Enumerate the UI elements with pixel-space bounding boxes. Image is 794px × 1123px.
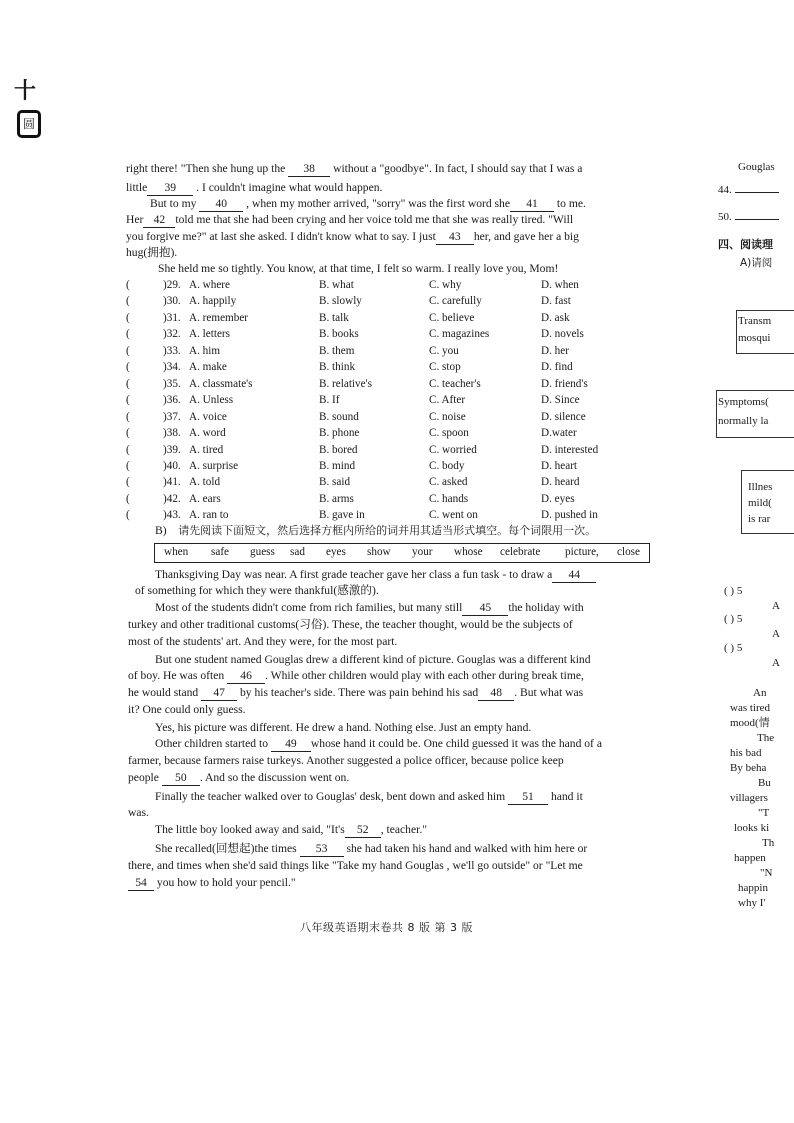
option-b: B. talk xyxy=(319,311,349,324)
answer-paren: ( xyxy=(126,427,130,440)
passage-line: But one student named Gouglas drew a different kind of picture. Gouglas was a different kind xyxy=(155,653,591,666)
option-d: D. find xyxy=(541,361,573,374)
right-text: 44. xyxy=(718,183,779,197)
option-b: B. If xyxy=(319,394,340,407)
passage-line: Her 42 told me that she had been crying and her voice told me that she was really tired. "Will xyxy=(126,213,574,226)
right-text: was tired xyxy=(730,702,771,714)
right-text: villagers xyxy=(730,792,768,804)
option-d: D. Since xyxy=(541,394,580,407)
answer-paren: ( xyxy=(126,328,130,341)
word-bank-box xyxy=(154,543,650,563)
option-d: D. eyes xyxy=(541,492,575,505)
option-c: C. you xyxy=(429,344,459,357)
right-text: A xyxy=(772,628,780,640)
right-text: 50. xyxy=(718,210,779,224)
word-bank-item: close xyxy=(617,546,640,558)
word-bank-item: picture, xyxy=(565,546,599,558)
right-text: ( ) 5 xyxy=(724,642,743,654)
right-text: mosqui xyxy=(738,332,771,344)
question-row xyxy=(126,361,646,377)
blank-39: 39 xyxy=(147,180,193,196)
option-b: B. think xyxy=(319,361,356,374)
passage-line: The little boy looked away and said, "It's 52 , teacher." xyxy=(155,823,427,836)
option-d: D. heart xyxy=(541,459,578,472)
option-a: A. him xyxy=(189,344,221,357)
option-a: A. make xyxy=(189,361,227,374)
right-text: looks ki xyxy=(734,822,770,834)
question-number: )35. xyxy=(163,377,181,390)
option-c: C. asked xyxy=(429,476,468,489)
right-heading: 四、阅读理 xyxy=(718,238,773,251)
blank-42: 42 xyxy=(143,212,175,228)
option-c: C. worried xyxy=(429,443,477,456)
passage-line: people 50 . And so the discussion went on. xyxy=(128,771,350,784)
page-footer: 八年级英语期末卷共 8 版 第 3 版 xyxy=(300,921,473,934)
question-number: )29. xyxy=(163,279,181,291)
question-row xyxy=(126,394,646,410)
option-c: C. spoon xyxy=(429,427,469,440)
answer-paren: ( xyxy=(126,459,130,472)
blank-38: 38 xyxy=(288,161,330,177)
option-a: A. letters xyxy=(189,328,231,341)
passage-line: was. xyxy=(128,806,149,819)
question-row xyxy=(126,427,646,443)
right-text: "N xyxy=(760,867,773,879)
passage-line: farmer, because farmers raise turkeys. Another suggested a police officer, because police keep xyxy=(128,754,564,767)
question-number: )41. xyxy=(163,476,181,489)
right-text: happen xyxy=(734,852,766,864)
option-c: C. carefully xyxy=(429,295,482,308)
word-bank-item: when xyxy=(164,546,189,558)
passage-line: She held me so tightly. You know, at that time, I felt so warm. I really love you, Mom! xyxy=(158,262,559,275)
right-text: "T xyxy=(758,807,770,819)
option-a: A. happily xyxy=(189,295,237,308)
option-c: C. body xyxy=(429,459,465,472)
option-a: A. ears xyxy=(189,492,221,505)
answer-paren: ( xyxy=(126,476,130,489)
option-a: A. tired xyxy=(189,443,224,456)
option-b: B. books xyxy=(319,328,359,341)
right-text: An xyxy=(753,687,767,699)
option-d: D. heard xyxy=(541,476,580,489)
option-a: A. remember xyxy=(189,311,249,324)
passage-line: She recalled(回想起)the times 53 she had taken his hand and walked with him here or xyxy=(155,842,588,855)
word-bank-item: eyes xyxy=(326,546,346,558)
option-d: D. ask xyxy=(541,311,570,324)
passage-line: of boy. He was often 46 . While other children would play with each other during break time, xyxy=(128,669,584,682)
option-c: C. magazines xyxy=(429,328,490,341)
right-text: happin xyxy=(738,882,768,894)
passage-line: Most of the students didn't come from rich families, but many still 45 the holiday with xyxy=(155,601,584,614)
answer-paren: ( xyxy=(126,394,130,407)
option-d: D. silence xyxy=(541,410,586,423)
right-text: ( ) 5 xyxy=(724,613,743,625)
blank-43: 43 xyxy=(436,229,474,245)
option-b: B. slowly xyxy=(319,295,362,308)
option-b: B. said xyxy=(319,476,351,489)
option-d: D. when xyxy=(541,279,579,291)
option-d: D. her xyxy=(541,344,569,357)
option-d: D. interested xyxy=(541,443,599,456)
passage-line: of something for which they were thankful(感激的). xyxy=(135,584,379,597)
passage-line: Thanksgiving Day was near. A first grade teacher gave her class a fun task - to draw a 44 xyxy=(155,567,596,583)
option-c: C. went on xyxy=(429,509,478,522)
question-number: )40. xyxy=(163,459,181,472)
question-row xyxy=(126,460,646,476)
blank-47: 47 xyxy=(201,685,237,701)
right-text: Bu xyxy=(758,777,771,789)
option-c: C. noise xyxy=(429,410,466,423)
question-row xyxy=(126,476,646,492)
option-a: A. told xyxy=(189,476,221,489)
word-bank-item: guess xyxy=(250,546,275,558)
right-text: Transm xyxy=(738,315,772,327)
option-b: B. sound xyxy=(319,410,359,423)
option-a: A. word xyxy=(189,427,226,440)
question-number: )37. xyxy=(163,410,181,423)
passage-line: there, and times when she'd said things like "Take my hand Gouglas , we'll go outside" or "Let me xyxy=(128,859,583,872)
option-b: B. arms xyxy=(319,492,354,505)
option-d: D. friend's xyxy=(541,377,588,390)
right-text: his bad xyxy=(730,747,762,759)
question-row xyxy=(126,345,646,361)
blank-41: 41 xyxy=(510,196,554,212)
right-text: Gouglas xyxy=(738,161,775,173)
option-b: B. what xyxy=(319,279,354,291)
question-row xyxy=(126,411,646,427)
question-number: )34. xyxy=(163,361,181,374)
option-b: B. relative's xyxy=(319,377,372,390)
right-text: ( ) 5 xyxy=(724,585,743,597)
question-number: )42. xyxy=(163,492,181,505)
option-d: D. pushed in xyxy=(541,509,598,522)
passage-line: Yes, his picture was different. He drew a hand. Nothing else. Just an empty hand. xyxy=(155,721,532,734)
answer-paren: ( xyxy=(126,377,130,390)
question-row xyxy=(126,328,646,344)
blank-49: 49 xyxy=(271,736,311,752)
question-row xyxy=(126,378,646,394)
word-bank-item: whose xyxy=(454,546,483,558)
question-number: )33. xyxy=(163,344,181,357)
blank-45: 45 xyxy=(462,600,508,616)
question-number: )39. xyxy=(163,443,181,456)
question-row xyxy=(126,444,646,460)
passage-line: little 39 . I couldn't imagine what would happen. xyxy=(126,181,383,194)
blank-44: 44 xyxy=(552,567,596,583)
option-b: B. gave in xyxy=(319,509,365,522)
passage-line: he would stand 47 by his teacher's side. There was pain behind his sad 48 . But what was xyxy=(128,686,584,699)
blank-52: 52 xyxy=(345,822,381,838)
passage-line: 54 you how to hold your pencil." xyxy=(128,875,296,891)
option-d: D. novels xyxy=(541,328,584,341)
right-text: A xyxy=(772,657,780,669)
blank-46: 46 xyxy=(227,668,265,684)
answer-paren: ( xyxy=(126,279,130,291)
word-bank-item: your xyxy=(412,546,433,558)
option-d: D. fast xyxy=(541,295,571,308)
question-number: )32. xyxy=(163,328,181,341)
blank-40: 40 xyxy=(199,196,243,212)
answer-paren: ( xyxy=(126,509,130,522)
question-row xyxy=(126,493,646,509)
option-b: B. bored xyxy=(319,443,358,456)
question-number: )30. xyxy=(163,295,181,308)
word-bank-item: show xyxy=(367,546,391,558)
question-row xyxy=(126,312,646,328)
question-number: )43. xyxy=(163,509,181,522)
right-text: By beha xyxy=(730,762,767,774)
question-row xyxy=(126,295,646,311)
right-text: Symptoms( xyxy=(718,396,769,408)
margin-mark-top: 十 xyxy=(14,78,37,103)
option-a: A. voice xyxy=(189,410,227,423)
right-text: A xyxy=(772,600,780,612)
answer-paren: ( xyxy=(126,295,130,308)
question-number: )36. xyxy=(163,394,181,407)
passage-line: right there! "Then she hung up the 38 without a "goodbye". In fact, I should say that I was a xyxy=(126,162,583,175)
right-text: is rar xyxy=(748,513,771,525)
question-number: )38. xyxy=(163,427,181,440)
option-c: C. believe xyxy=(429,311,475,324)
option-c: C. teacher's xyxy=(429,377,481,390)
margin-seal-mark: 圆 xyxy=(17,110,41,138)
passage-line: Other children started to 49 whose hand it could be. One child guessed it was the hand of a xyxy=(155,737,602,750)
question-number: )31. xyxy=(163,311,181,324)
blank-51: 51 xyxy=(508,789,548,805)
right-text: normally la xyxy=(718,415,769,427)
blank-50: 50 xyxy=(162,770,200,786)
option-a: A. surprise xyxy=(189,459,239,472)
passage-line: Finally the teacher walked over to Gouglas' desk, bent down and asked him 51 hand it xyxy=(155,790,583,803)
right-text: Th xyxy=(762,837,775,849)
passage-line: it? One could only guess. xyxy=(128,703,246,716)
word-bank-item: safe xyxy=(211,546,230,558)
right-text: mild( xyxy=(748,497,772,509)
option-c: C. why xyxy=(429,279,462,291)
passage-line: But to my 40 , when my mother arrived, "sorry" was the first word she 41 to me. xyxy=(150,197,586,210)
answer-paren: ( xyxy=(126,443,130,456)
section-b-heading: B) 请先阅读下面短文，然后选择方框内所给的词并用其适当形式填空。每个词限用一次。 xyxy=(155,524,597,537)
answer-paren: ( xyxy=(126,410,130,423)
option-b: B. phone xyxy=(319,427,360,440)
option-c: C. After xyxy=(429,394,466,407)
right-text: why I' xyxy=(738,897,766,909)
option-a: A. Unless xyxy=(189,394,234,407)
answer-paren: ( xyxy=(126,492,130,505)
option-c: C. hands xyxy=(429,492,469,505)
right-text: A)请阅 xyxy=(740,257,773,269)
answer-paren: ( xyxy=(126,311,130,324)
passage-line: turkey and other traditional customs(习俗). These, the teacher thought, would be the subjects of xyxy=(128,618,573,631)
option-a: A. ran to xyxy=(189,509,229,522)
right-text: Illnes xyxy=(748,481,773,493)
answer-paren: ( xyxy=(126,361,130,374)
option-a: A. where xyxy=(189,279,231,291)
passage-line: most of the students' art. And they were, for the most part. xyxy=(128,635,398,648)
blank-54: 54 xyxy=(128,875,154,891)
option-b: B. mind xyxy=(319,459,356,472)
right-text: The xyxy=(757,732,775,744)
option-a: A. classmate's xyxy=(189,377,253,390)
word-bank-item: celebrate xyxy=(500,546,541,558)
option-b: B. them xyxy=(319,344,355,357)
right-text: mood(情 xyxy=(730,717,770,729)
option-d: D.water xyxy=(541,427,577,440)
passage-line: you forgive me?" at last she asked. I didn't know what to say. I just 43 her, and gave her a big xyxy=(126,230,579,243)
passage-line: hug(拥抱). xyxy=(126,246,178,259)
option-c: C. stop xyxy=(429,361,461,374)
answer-paren: ( xyxy=(126,344,130,357)
blank-53: 53 xyxy=(300,841,344,857)
blank-48: 48 xyxy=(478,685,514,701)
question-row xyxy=(126,279,646,295)
word-bank-item: sad xyxy=(290,546,305,558)
